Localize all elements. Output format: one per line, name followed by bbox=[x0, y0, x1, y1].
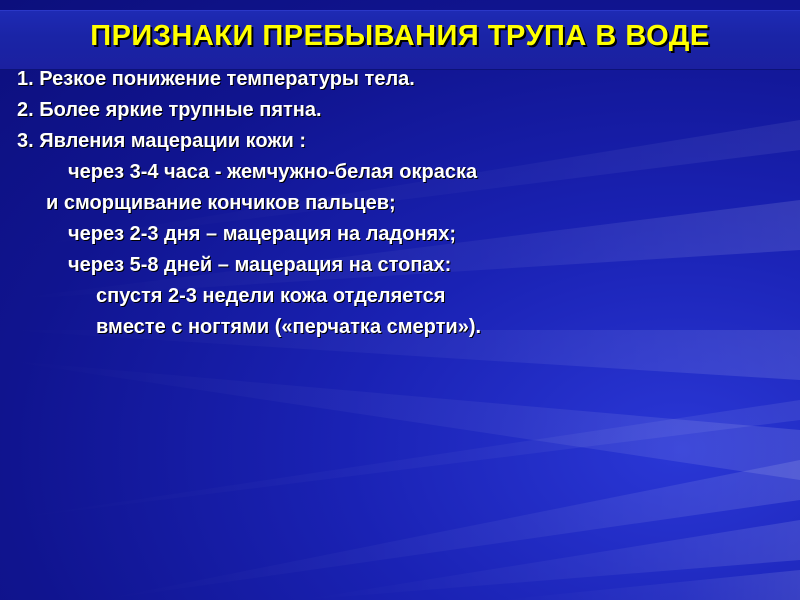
list-item-3: 3. Явления мацерации кожи : bbox=[17, 130, 307, 152]
sub-item-2-3-weeks: спустя 2-3 недели кожа отделяется bbox=[96, 285, 446, 307]
slide-body bbox=[17, 64, 481, 343]
sub-item-5-8-days: через 5-8 дней – мацерация на стопах: bbox=[68, 254, 452, 276]
list-item-2: 2. Более яркие трупные пятна. bbox=[17, 99, 322, 121]
sub-item-3-4-hours-continued: и сморщивание кончиков пальцев; bbox=[46, 192, 396, 214]
sub-item-2-3-days: через 2-3 дня – мацерация на ладонях; bbox=[68, 223, 456, 245]
sub-item-3-4-hours: через 3-4 часа - жемчужно-белая окраска bbox=[68, 161, 478, 183]
list-item-1: 1. Резкое понижение температуры тела. bbox=[17, 68, 415, 90]
slide-title: ПРИЗНАКИ ПРЕБЫВАНИЯ ТРУПА В ВОДЕ bbox=[90, 20, 710, 52]
sub-item-2-3-weeks-continued: вместе с ногтями («перчатка смерти»). bbox=[96, 316, 482, 338]
